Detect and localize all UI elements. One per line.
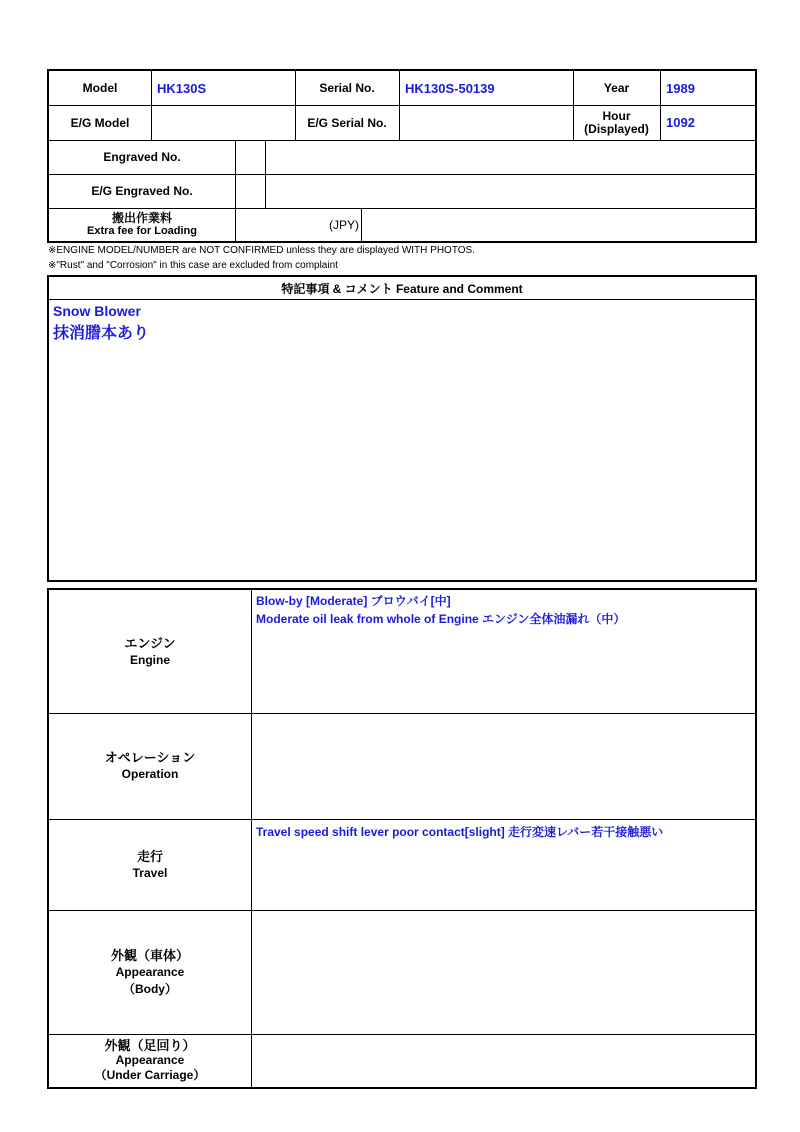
travel-comment-line-1: Travel speed shift lever poor contact[slight] 走行変速レバー若干接触悪い	[256, 825, 664, 839]
hour-label-line2: (Displayed)	[584, 121, 649, 136]
note-rust-exclusion: ※"Rust" and "Corrosion" in this case are excluded from complaint	[48, 260, 338, 271]
note-engine-confirmation: ※ENGINE MODEL/NUMBER are NOT CONFIRMED unless they are displayed WITH PHOTOS.	[48, 245, 475, 256]
comment-line-1: Snow Blower	[53, 303, 141, 319]
engine-label-en: Engine	[129, 652, 170, 667]
loading-fee-label-jp: 搬出作業料	[111, 210, 172, 225]
model-label: Model	[82, 81, 118, 95]
eg-model-value	[151, 105, 295, 140]
operation-label-en: Operation	[121, 767, 179, 781]
hour-label-line1: Hour	[602, 108, 631, 123]
body-label	[49, 910, 251, 1034]
eg-serial-value	[399, 105, 573, 140]
engine-label-jp: エンジン	[124, 635, 176, 651]
body-label-en1: Appearance	[115, 964, 185, 979]
eg-engraved-label: E/G Engraved No.	[91, 184, 193, 198]
travel-label-en: Travel	[132, 865, 168, 880]
year-label: Year	[603, 81, 630, 95]
under-carriage-label-en2: （Under Carriage）	[94, 1068, 206, 1082]
under-carriage-label-jp: 外観（足回り）	[104, 1038, 196, 1053]
under-carriage-label	[49, 1034, 251, 1087]
engine-comment-line-1: Blow-by [Moderate] ブロウバイ[中]	[256, 594, 451, 608]
body-label-en2: （Body）	[122, 981, 177, 996]
serial-value: HK130S-50139	[405, 80, 495, 96]
comment-box	[47, 275, 757, 582]
serial-label: Serial No.	[319, 81, 375, 95]
operation-label	[49, 713, 251, 819]
year-value: 1989	[666, 80, 695, 96]
comment-header: 特記事項 & コメント Feature and Comment	[281, 281, 523, 296]
loading-fee-label	[49, 208, 235, 241]
eg-model-label: E/G Model	[70, 115, 130, 130]
hour-value: 1092	[666, 115, 695, 130]
hour-label	[573, 105, 660, 140]
engine-label	[49, 590, 251, 713]
travel-label-jp: 走行	[136, 848, 163, 864]
spec-table	[47, 69, 757, 243]
loading-fee-unit: (JPY)	[329, 217, 359, 232]
eg-serial-label: E/G Serial No.	[307, 115, 387, 130]
body-label-jp: 外観（車体）	[110, 947, 189, 963]
travel-label	[49, 819, 251, 910]
engine-comment-line-2: Moderate oil leak from whole of Engine エンジン全体油漏れ（中）	[256, 612, 626, 626]
engraved-label: Engraved No.	[103, 150, 181, 164]
loading-fee-label-en: Extra fee for Loading	[86, 224, 198, 237]
comment-line-2: 抹消謄本あり	[53, 325, 150, 342]
operation-label-jp: オペレーション	[104, 750, 196, 765]
model-value: HK130S	[157, 80, 207, 96]
under-carriage-label-en1: Appearance	[115, 1053, 185, 1067]
